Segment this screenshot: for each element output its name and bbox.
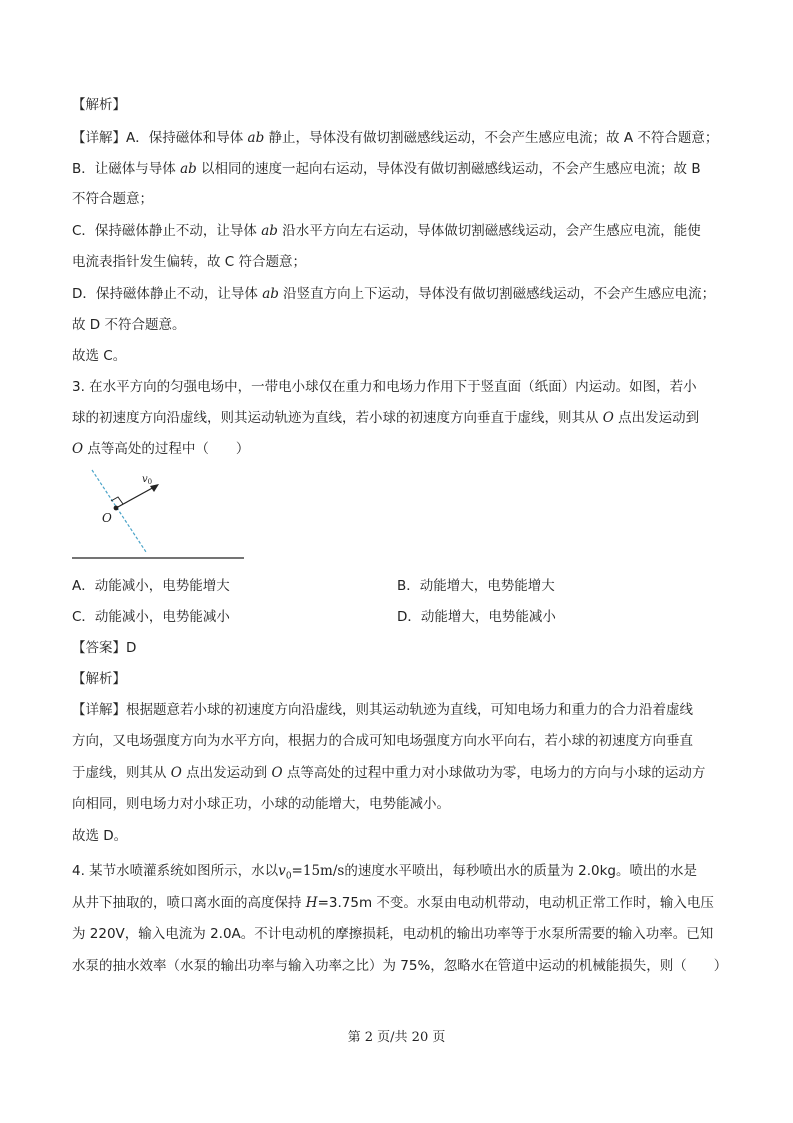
answer-choice-c: 故选 C。 xyxy=(72,348,127,364)
point-o-label: O xyxy=(102,511,112,525)
detail-line-d-cont: 故 D 不符合题意。 xyxy=(72,317,186,333)
analysis-heading-2: 【解析】 xyxy=(72,671,126,687)
text-run: 点出发运动到 xyxy=(181,765,272,781)
detail-line-b-cont: 不符合题意； xyxy=(72,191,153,207)
text-run: B．让磁体与导体 xyxy=(72,161,181,177)
question-3-line-1: 3. 在水平方向的匀强电场中，一带电小球仅在重力和电场力作用下于竖直面（纸面）内运动。如图，若小 xyxy=(72,379,697,395)
italic-var: O xyxy=(72,441,84,457)
question-4-line-3: 为 220V，输入电流为 2.0A。不计电动机的摩擦损耗，电动机的输出功率等于水泵所需要的输入功率。已知 xyxy=(72,926,714,942)
detail-3-line-2: 方向，又电场强度方向为水平方向，根据力的合成可知电场强度方向水平向右，若小球的初速度方向垂直 xyxy=(72,733,693,749)
text-run: 4. 某节水喷灌系统如图所示，水以 xyxy=(72,863,279,879)
detail-line-d xyxy=(72,285,715,303)
detail-line-b xyxy=(72,160,701,178)
text-run: D．保持磁体静止不动，让导体 xyxy=(72,286,263,302)
detail-line-c-cont: 电流表指针发生偏转，故 C 符合题意； xyxy=(72,254,307,270)
option-a: A．动能减小，电势能增大 xyxy=(72,578,230,594)
text-run: 球的初速度方向沿虚线，则其运动轨迹为直线，若小球的初速度方向垂直于虚线，则其从 xyxy=(72,410,603,426)
velocity-arrow xyxy=(116,486,156,508)
v0-symbol: $v_0$ xyxy=(278,863,292,882)
question-3-line-2 xyxy=(72,409,699,427)
detail-line-c xyxy=(72,222,701,240)
question-4-line-2 xyxy=(72,894,714,912)
text-run: =3.75m 不变。水泵由电动机带动，电动机正常工作时，输入电压 xyxy=(317,895,714,911)
italic-var: ab xyxy=(262,286,279,302)
italic-var: O xyxy=(271,765,283,781)
italic-var: ab xyxy=(247,130,265,146)
text-run: 沿竖直方向上下运动，导体没有做切割磁感线运动，不会产生感应电流； xyxy=(278,286,716,302)
ball-point xyxy=(114,506,119,511)
dashed-direction-line xyxy=(92,470,146,552)
italic-var: O xyxy=(170,765,182,781)
detail-3-line-3 xyxy=(72,764,705,782)
velocity-label: $v_0$ xyxy=(142,474,153,486)
detail-3-line-4: 向相同，则电场力对小球正功，小球的动能增大，电势能减小。 xyxy=(72,796,450,812)
text-run: 点出发运动到 xyxy=(613,410,700,426)
option-d: D．动能增大，电势能减小 xyxy=(397,609,556,625)
text-run: 以相同的速度一起向右运动，导体没有做切割磁感线运动，不会产生感应电流；故 B xyxy=(196,161,701,177)
analysis-heading: 【解析】 xyxy=(72,97,126,113)
text-run: 沿水平方向左右运动，导体做切割磁感线运动，会产生感应电流，能使 xyxy=(277,223,701,239)
detail-line-a xyxy=(72,129,718,147)
question-4-line-4: 水泵的抽水效率（水泵的输出功率与输入功率之比）为 75%，忽略水在管道中运动的机械能损失，则（ ） xyxy=(72,958,728,974)
text-run: 从井下抽取的，喷口离水面的高度保持 xyxy=(72,895,306,911)
italic-var: H xyxy=(305,895,318,911)
text-run: 【详解】A．保持磁体和导体 xyxy=(72,130,248,146)
question-4-line-1 xyxy=(72,862,697,886)
text-run: 点等高处的过程中重力对小球做功为零，电场力的方向与小球的运动方 xyxy=(282,765,706,781)
text-run: 于虚线，则其从 xyxy=(72,765,171,781)
page-footer: 第 2 页/共 20 页 xyxy=(347,1030,446,1045)
speed-value: =15m/s xyxy=(291,863,345,879)
option-c: C．动能减小，电势能减小 xyxy=(72,609,230,625)
right-angle-mark xyxy=(111,497,123,504)
option-b: B．动能增大，电势能增大 xyxy=(397,578,555,594)
italic-var: O xyxy=(602,410,614,426)
text-run: 静止，导体没有做切割磁感线运动，不会产生感应电流；故 A 不符合题意； xyxy=(264,130,719,146)
text-run: 的速度水平喷出，每秒喷出水的质量为 2.0kg。喷出的水是 xyxy=(344,863,697,879)
text-run: 点等高处的过程中（ ） xyxy=(83,441,250,457)
answer-choice-d: 故选 D。 xyxy=(72,828,128,844)
text-run: C．保持磁体静止不动，让导体 xyxy=(72,223,262,239)
detail-3-line-1: 【详解】根据题意若小球的初速度方向沿虚线，则其运动轨迹为直线，可知电场力和重力的合力沿着虚线 xyxy=(72,702,693,718)
question-3-line-3 xyxy=(72,440,249,458)
italic-var: ab xyxy=(261,223,278,239)
answer-label: 【答案】D xyxy=(72,640,137,656)
italic-var: ab xyxy=(180,161,197,177)
field-diagram xyxy=(70,462,250,564)
